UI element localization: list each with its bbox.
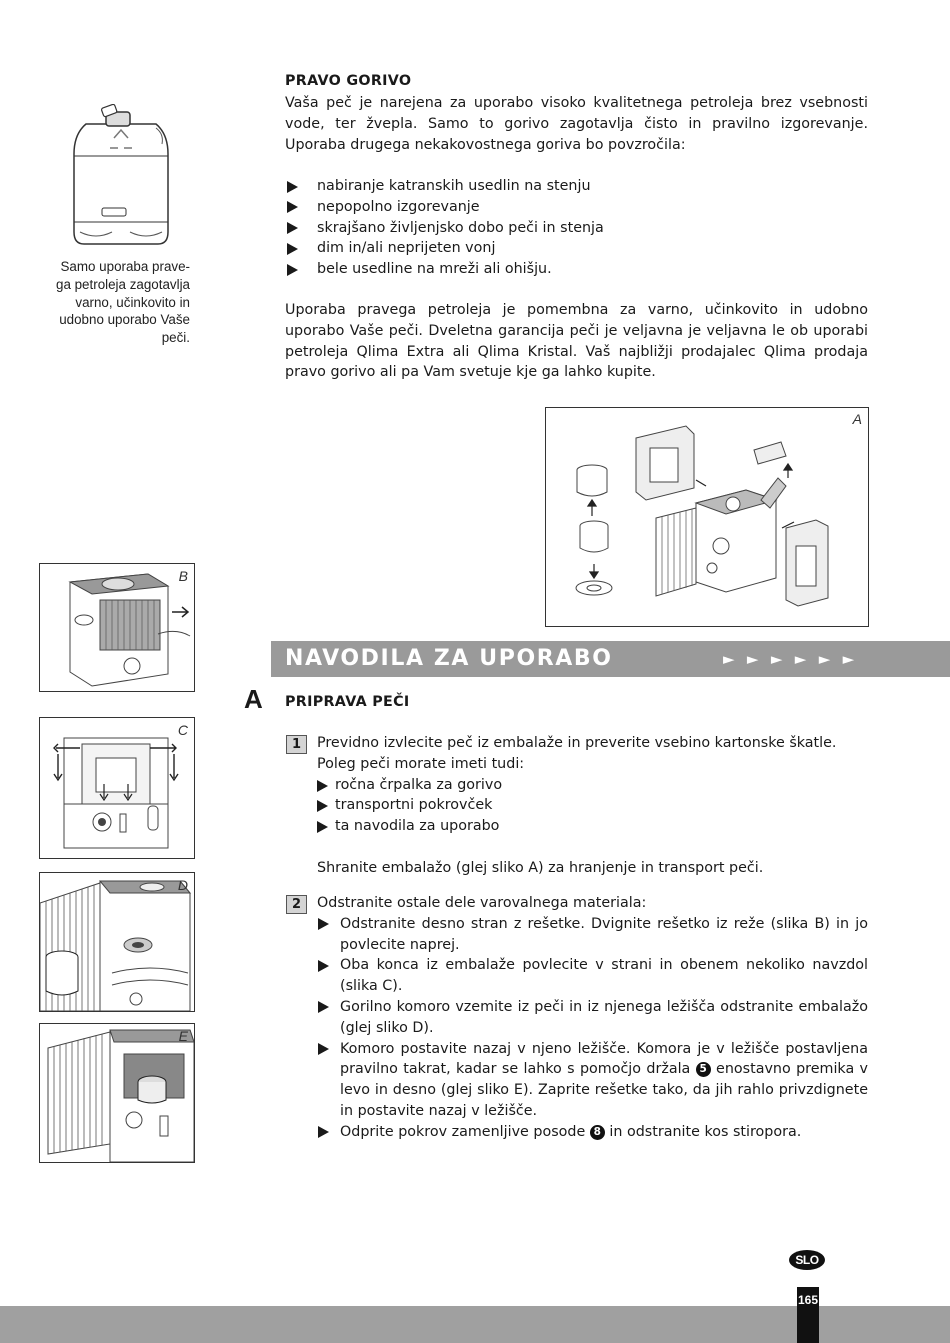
step-number-2: 2: [286, 895, 307, 914]
list-item: [317, 1122, 868, 1143]
fuel-caption: [20, 258, 190, 347]
list-item: bele usedline na mreži ali ohišju.: [285, 259, 868, 280]
caption-line: udobno uporabo Vaše: [59, 312, 190, 328]
list-item: Odstranite desno stran z rešetke. Dvignite rešetko iz reže (slika B) in jo povlecite naprej.: [317, 914, 868, 956]
fuel-heading: PRAVO GORIVO: [285, 73, 412, 89]
caption-line: varno, učinkovito in: [75, 294, 190, 310]
step-1-line: Previdno izvlecite peč iz embalaže in preverite vsebino kartonske škatle.: [317, 735, 837, 751]
item-text: enostavno premika v levo in desno (glej sliko E). Zaprite rešetke tako, da jih rahlo privzdignete in postavite nazaj v ležišče.: [340, 1061, 869, 1119]
figure-c: [39, 717, 195, 859]
figure-label: D: [177, 877, 188, 893]
figure-d: [39, 872, 195, 1012]
step-1-line: Poleg peči morate imeti tudi:: [317, 755, 525, 772]
step-2-intro: Odstranite ostale dele varovalnega materiala:: [317, 895, 647, 911]
step-2-content: [317, 893, 868, 1143]
part-number-badge: 8: [590, 1125, 605, 1140]
section-heading: PRIPRAVA PEČI: [285, 694, 410, 710]
figure-label: B: [178, 568, 188, 584]
list-item: transportni pokrovček: [317, 795, 868, 816]
caption-line: ga petroleja zagotavlja: [56, 276, 190, 292]
figure-label: E: [178, 1028, 188, 1044]
figure-e: [39, 1023, 195, 1163]
list-item: Oba konca iz embalaže povlecite v strani in obenem nekoliko navzdol (slika C).: [317, 955, 868, 997]
item-text: Komoro postavite nazaj v njeno ležišče. Komora je v ležišče postavljena pravilno takrat, kadar se lahko s pomočjo držala: [340, 1040, 868, 1078]
step-number-1: 1: [286, 735, 307, 754]
page-number: 165: [797, 1287, 819, 1343]
caption-line: Samo uporaba prave-: [60, 259, 190, 274]
figure-b: [39, 563, 195, 692]
burner-chamber-drawing: [40, 873, 194, 1011]
list-item: nabiranje katranskih usedlin na stenju: [285, 176, 868, 197]
list-item: dim in/ali neprijeten vonj: [285, 238, 868, 259]
packaging-exploded-drawing: [546, 408, 868, 626]
caption-line: peči.: [161, 330, 190, 346]
fuel-paragraph: Uporaba pravega petroleja je pomembna za varno, učinkovito in udobno uporabo Vaše peči. Dveletna garancija peči je veljavna je veljavna le ob uporabi petroleja Qlima Extra ali Qlima Kristal. Vaš najbližji prodajalec Qlima prodaja pravo gorivo ali pa Vam svetuje kje ga lahko kupite.: [285, 302, 868, 381]
figure-label: A: [852, 411, 862, 427]
list-item: skrajšano življenjsko dobo peči in stenja: [285, 218, 868, 239]
banner-arrows: ►►►►►►: [723, 650, 867, 668]
section-banner: [271, 641, 950, 677]
open-grille-drawing: [40, 1024, 194, 1162]
fuel-bullet-list: [285, 176, 868, 280]
list-item: ta navodila za uporabo: [317, 816, 868, 837]
item-text: in odstranite kos stiropora.: [609, 1123, 802, 1140]
item-text: Odprite pokrov zamenljive posode: [340, 1123, 586, 1140]
list-item: ročna črpalka za gorivo: [317, 775, 868, 796]
step-1-content: [317, 733, 868, 879]
list-item: Gorilno komoro vzemite iz peči in iz njenega ležišča odstranite embalažo (glej sliko D).: [317, 997, 868, 1039]
heater-grille-drawing: [40, 564, 194, 691]
part-number-badge: 5: [696, 1062, 711, 1077]
banner-title: NAVODILA ZA UPORABO: [285, 646, 613, 671]
fuel-intro: Vaša peč je narejena za uporabo visoko kvalitetnega petroleja brez vsebnosti vode, ter žvepla. Samo to gorivo zagotavlja čisto in pravilno izgorevanje. Uporaba drugega nekakovostnega goriva bo povzročila:: [285, 95, 868, 153]
packaging-ends-drawing: [40, 718, 194, 858]
list-item: [317, 1039, 868, 1122]
section-letter: A: [244, 684, 263, 714]
list-item: nepopolno izgorevanje: [285, 197, 868, 218]
step-1-note: Shranite embalažo (glej sliko A) za hranjenje in transport peči.: [317, 859, 764, 876]
figure-label: C: [177, 722, 188, 738]
figure-a: [545, 407, 869, 627]
language-badge: SLO: [789, 1250, 825, 1270]
fuel-can-illustration: [66, 104, 176, 248]
